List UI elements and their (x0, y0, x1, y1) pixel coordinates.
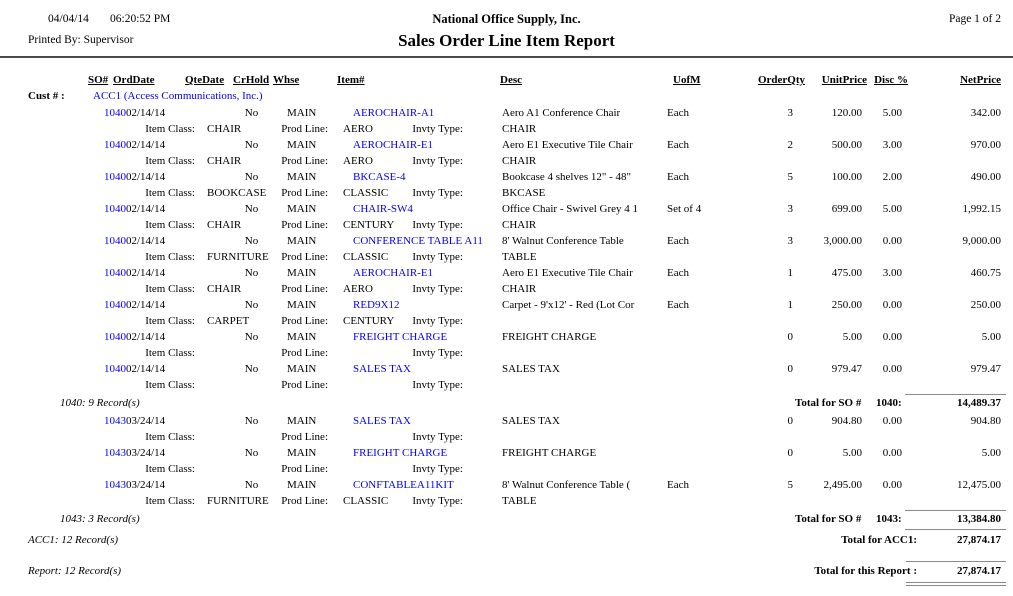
unit-price: 475.00 (831, 267, 862, 279)
prod-line-value: CENTURY (343, 219, 395, 231)
item-description: SALES TAX (502, 363, 560, 375)
item-class-value: CHAIR (207, 283, 242, 295)
item-number-link[interactable]: SALES TAX (353, 415, 411, 427)
so-number-link[interactable]: 1040 (104, 107, 126, 119)
invty-type-label: Invty Type: (412, 219, 463, 231)
item-class-label: Item Class: (145, 463, 195, 475)
net-price: 460.75 (970, 267, 1001, 279)
col-uofm: UofM (673, 74, 701, 86)
item-class-label: Item Class: (145, 187, 195, 199)
invty-type-label: Invty Type: (412, 379, 463, 391)
prod-line-label: Prod Line: (281, 283, 328, 295)
item-description: Bookcase 4 shelves 12" - 48" (502, 171, 632, 183)
prod-line-label: Prod Line: (281, 347, 328, 359)
so-number-link[interactable]: 1040 (104, 139, 126, 151)
credit-hold: No (244, 447, 259, 459)
discount-pct: 0.00 (882, 363, 902, 375)
order-date: 02/14/14 (126, 203, 166, 215)
invty-type-label: Invty Type: (412, 431, 463, 443)
so-group-total-row (0, 394, 1013, 414)
order-qty: 0 (787, 363, 793, 375)
item-number-link[interactable]: AEROCHAIR-E1 (353, 267, 434, 279)
order-date: 03/24/14 (126, 479, 166, 491)
item-class-label: Item Class: (145, 495, 195, 507)
line-item (0, 138, 1013, 170)
credit-hold: No (244, 267, 259, 279)
invty-type-value: TABLE (502, 495, 537, 507)
discount-pct: 3.00 (882, 139, 902, 151)
prod-line-value: AERO (343, 123, 373, 135)
item-class-value: BOOKCASE (207, 187, 267, 199)
credit-hold: No (244, 331, 259, 343)
prod-line-label: Prod Line: (281, 379, 328, 391)
customer-total-value: 27,874.17 (957, 534, 1001, 546)
customer-total-row (0, 530, 1013, 552)
column-header-row (0, 58, 1013, 90)
group-record-count: 1043: 3 Record(s) (60, 513, 140, 525)
line-item (0, 298, 1013, 330)
order-date: 02/14/14 (126, 331, 166, 343)
group-total-so: 1043: (876, 513, 902, 525)
item-class-value: FURNITURE (207, 251, 269, 263)
order-date: 02/14/14 (126, 299, 166, 311)
so-number-link[interactable]: 1040 (104, 267, 126, 279)
item-description: SALES TAX (502, 415, 560, 427)
discount-pct: 5.00 (882, 203, 902, 215)
print-time: 06:20:52 PM (110, 13, 171, 25)
net-price: 5.00 (981, 447, 1001, 459)
line-item (0, 478, 1013, 510)
prod-line-label: Prod Line: (281, 431, 328, 443)
col-net-price: NetPrice (960, 74, 1001, 86)
warehouse: MAIN (287, 363, 317, 375)
col-item: Item# (337, 74, 365, 86)
col-desc: Desc (500, 74, 522, 86)
order-date: 02/14/14 (126, 139, 166, 151)
net-price: 490.00 (970, 171, 1001, 183)
group-total-value: 13,384.80 (957, 513, 1001, 525)
report-record-count: Report: 12 Record(s) (28, 565, 122, 577)
credit-hold: No (244, 139, 259, 151)
item-number-link[interactable]: CONFERENCE TABLE A11 (353, 235, 483, 247)
unit-price: 904.80 (831, 415, 862, 427)
so-number-link[interactable]: 1043 (104, 479, 126, 491)
item-description: FREIGHT CHARGE (502, 447, 597, 459)
invty-type-value: TABLE (502, 251, 537, 263)
item-number-link[interactable]: CHAIR-SW4 (353, 203, 413, 215)
invty-type-label: Invty Type: (412, 283, 463, 295)
report-body (0, 106, 1013, 530)
item-number-link[interactable]: FREIGHT CHARGE (353, 331, 448, 343)
item-number-link[interactable]: CONFTABLEA11KIT (353, 479, 454, 491)
customer-label: Cust # : (28, 90, 65, 102)
so-group-total-row (0, 510, 1013, 530)
invty-type-label: Invty Type: (412, 251, 463, 263)
order-qty: 0 (787, 447, 793, 459)
order-qty: 5 (787, 171, 793, 183)
invty-type-value: CHAIR (502, 219, 537, 231)
unit-of-measure: Each (667, 267, 689, 279)
invty-type-label: Invty Type: (412, 495, 463, 507)
discount-pct: 5.00 (882, 107, 902, 119)
report-total-label: Total for this Report : (814, 565, 917, 577)
prod-line-value: AERO (343, 283, 373, 295)
report-total-row (0, 560, 1013, 586)
col-disc: Disc % (874, 74, 908, 86)
credit-hold: No (244, 235, 259, 247)
line-item (0, 446, 1013, 478)
col-unit-price: UnitPrice (821, 74, 867, 86)
page-indicator: Page 1 of 2 (948, 13, 1001, 25)
customer-row (0, 90, 1013, 106)
line-item (0, 330, 1013, 362)
discount-pct: 0.00 (882, 415, 902, 427)
group-total-label: Total for SO # (795, 397, 862, 409)
prod-line-value: CENTURY (343, 315, 395, 327)
item-description: FREIGHT CHARGE (502, 331, 597, 343)
order-date: 02/14/14 (126, 171, 166, 183)
warehouse: MAIN (287, 139, 317, 151)
unit-price: 979.47 (831, 363, 862, 375)
unit-price: 100.00 (831, 171, 862, 183)
group-total-value: 14,489.37 (957, 397, 1001, 409)
order-date: 03/24/14 (126, 415, 166, 427)
report-total-double-underline (906, 582, 1006, 586)
so-number-link[interactable]: 1043 (104, 415, 126, 427)
line-item (0, 202, 1013, 234)
item-class-label: Item Class: (145, 347, 195, 359)
invty-type-label: Invty Type: (412, 315, 463, 327)
printed-by: Printed By: Supervisor (28, 34, 134, 46)
unit-of-measure: Each (667, 171, 689, 183)
net-price: 1,992.15 (962, 203, 1001, 215)
order-qty: 1 (787, 267, 793, 279)
order-date: 02/14/14 (126, 107, 166, 119)
net-price: 904.80 (970, 415, 1001, 427)
item-class-value: CHAIR (207, 155, 242, 167)
unit-of-measure: Each (667, 299, 689, 311)
so-number-link[interactable]: 1040 (104, 235, 126, 247)
order-qty: 3 (787, 235, 793, 247)
item-number-link[interactable]: SALES TAX (353, 363, 411, 375)
discount-pct: 2.00 (882, 171, 902, 183)
group-total-so: 1040: (876, 397, 902, 409)
unit-of-measure: Each (667, 479, 689, 491)
line-item (0, 414, 1013, 446)
invty-type-label: Invty Type: (412, 347, 463, 359)
order-qty: 5 (787, 479, 793, 491)
prod-line-label: Prod Line: (281, 463, 328, 475)
report-total-value: 27,874.17 (957, 565, 1001, 577)
group-record-count: 1040: 9 Record(s) (60, 397, 140, 409)
net-price: 979.47 (970, 363, 1001, 375)
warehouse: MAIN (287, 171, 317, 183)
credit-hold: No (244, 107, 259, 119)
item-description: Office Chair - Swivel Grey 4 1 (502, 203, 639, 215)
unit-of-measure: Each (667, 235, 689, 247)
order-qty: 0 (787, 331, 793, 343)
unit-of-measure: Set of 4 (667, 203, 702, 215)
invty-type-label: Invty Type: (412, 155, 463, 167)
col-cr-hold: CrHold (233, 74, 270, 86)
prod-line-label: Prod Line: (281, 187, 328, 199)
credit-hold: No (244, 203, 259, 215)
customer-total-label: Total for ACC1: (841, 534, 917, 546)
line-item (0, 106, 1013, 138)
net-price: 250.00 (970, 299, 1001, 311)
print-date: 04/04/14 (48, 13, 89, 25)
order-date: 02/14/14 (126, 363, 166, 375)
net-price: 12,475.00 (957, 479, 1001, 491)
line-item (0, 234, 1013, 266)
col-ord-date: OrdDate (113, 74, 155, 86)
discount-pct: 3.00 (882, 267, 902, 279)
prod-line-value: CLASSIC (343, 251, 389, 263)
credit-hold: No (244, 415, 259, 427)
unit-price: 120.00 (831, 107, 862, 119)
item-class-label: Item Class: (145, 431, 195, 443)
item-description: Aero E1 Executive Tile Chair (502, 139, 633, 151)
order-qty: 3 (787, 107, 793, 119)
prod-line-label: Prod Line: (281, 123, 328, 135)
group-total-label: Total for SO # (795, 513, 862, 525)
item-number-link[interactable]: BKCASE-4 (353, 171, 406, 183)
item-number-link[interactable]: FREIGHT CHARGE (353, 447, 448, 459)
col-whse: Whse (273, 74, 300, 86)
credit-hold: No (244, 171, 259, 183)
warehouse: MAIN (287, 235, 317, 247)
invty-type-value: CHAIR (502, 283, 537, 295)
invty-type-value: CHAIR (502, 155, 537, 167)
invty-type-value: BKCASE (502, 187, 546, 199)
item-number-link[interactable]: AEROCHAIR-E1 (353, 139, 434, 151)
item-class-label: Item Class: (145, 283, 195, 295)
order-qty: 1 (787, 299, 793, 311)
item-description: 8' Walnut Conference Table (502, 235, 624, 247)
col-qte-date: QteDate (185, 74, 225, 86)
invty-type-label: Invty Type: (412, 187, 463, 199)
warehouse: MAIN (287, 203, 317, 215)
order-qty: 2 (787, 139, 793, 151)
line-item (0, 362, 1013, 394)
so-number-link[interactable]: 1040 (104, 171, 126, 183)
order-qty: 0 (787, 415, 793, 427)
order-date: 02/14/14 (126, 235, 166, 247)
order-date: 02/14/14 (126, 267, 166, 279)
prod-line-label: Prod Line: (281, 155, 328, 167)
item-class-value: FURNITURE (207, 495, 269, 507)
net-price: 342.00 (970, 107, 1001, 119)
line-item (0, 266, 1013, 298)
warehouse: MAIN (287, 267, 317, 279)
so-number-link[interactable]: 1040 (104, 299, 126, 311)
prod-line-value: CLASSIC (343, 495, 389, 507)
report-title: Sales Order Line Item Report (398, 31, 615, 50)
item-number-link[interactable]: AEROCHAIR-A1 (353, 107, 435, 119)
customer-link[interactable]: ACC1 (Access Communications, Inc.) (93, 90, 263, 102)
invty-type-label: Invty Type: (412, 123, 463, 135)
item-description: 8' Walnut Conference Table ( (502, 479, 631, 491)
unit-price: 5.00 (842, 447, 862, 459)
invty-type-value: CHAIR (502, 123, 537, 135)
order-date: 03/24/14 (126, 447, 166, 459)
item-class-value: CHAIR (207, 123, 242, 135)
item-class-value: CHAIR (207, 219, 242, 231)
so-number-link[interactable]: 1040 (104, 203, 126, 215)
unit-price: 500.00 (831, 139, 862, 151)
warehouse: MAIN (287, 299, 317, 311)
unit-price: 2,495.00 (823, 479, 862, 491)
unit-price: 250.00 (831, 299, 862, 311)
net-price: 9,000.00 (962, 235, 1001, 247)
warehouse: MAIN (287, 415, 317, 427)
item-description: Aero E1 Executive Tile Chair (502, 267, 633, 279)
discount-pct: 0.00 (882, 479, 902, 491)
unit-price: 3,000.00 (823, 235, 862, 247)
warehouse: MAIN (287, 447, 317, 459)
prod-line-label: Prod Line: (281, 251, 328, 263)
col-so: SO# (88, 74, 109, 86)
prod-line-label: Prod Line: (281, 495, 328, 507)
warehouse: MAIN (287, 107, 317, 119)
discount-pct: 0.00 (882, 235, 902, 247)
item-class-label: Item Class: (145, 123, 195, 135)
line-item (0, 170, 1013, 202)
so-number-link[interactable]: 1043 (104, 447, 126, 459)
item-class-label: Item Class: (145, 155, 195, 167)
unit-of-measure: Each (667, 107, 689, 119)
net-price: 970.00 (970, 139, 1001, 151)
customer-record-count: ACC1: 12 Record(s) (28, 534, 119, 546)
unit-of-measure: Each (667, 139, 689, 151)
item-description: Aero A1 Conference Chair (502, 107, 621, 119)
unit-price: 5.00 (842, 331, 862, 343)
item-class-label: Item Class: (145, 379, 195, 391)
credit-hold: No (244, 363, 259, 375)
credit-hold: No (244, 299, 259, 311)
item-class-label: Item Class: (145, 315, 195, 327)
warehouse: MAIN (287, 479, 317, 491)
credit-hold: No (244, 479, 259, 491)
so-number-link[interactable]: 1040 (104, 331, 126, 343)
invty-type-label: Invty Type: (412, 463, 463, 475)
item-number-link[interactable]: RED9X12 (353, 299, 400, 311)
item-class-value: CARPET (207, 315, 250, 327)
item-description: Carpet - 9'x12' - Red (Lot Cor (502, 299, 635, 311)
discount-pct: 0.00 (882, 299, 902, 311)
prod-line-label: Prod Line: (281, 315, 328, 327)
unit-price: 699.00 (831, 203, 862, 215)
report-header (0, 0, 1013, 58)
prod-line-value: AERO (343, 155, 373, 167)
prod-line-value: CLASSIC (343, 187, 389, 199)
company-name: National Office Supply, Inc. (432, 12, 581, 26)
item-class-label: Item Class: (145, 251, 195, 263)
col-order-qty: OrderQty (757, 74, 805, 86)
item-class-label: Item Class: (145, 219, 195, 231)
so-number-link[interactable]: 1040 (104, 363, 126, 375)
order-qty: 3 (787, 203, 793, 215)
discount-pct: 0.00 (882, 331, 902, 343)
discount-pct: 0.00 (882, 447, 902, 459)
net-price: 5.00 (981, 331, 1001, 343)
prod-line-label: Prod Line: (281, 219, 328, 231)
warehouse: MAIN (287, 331, 317, 343)
